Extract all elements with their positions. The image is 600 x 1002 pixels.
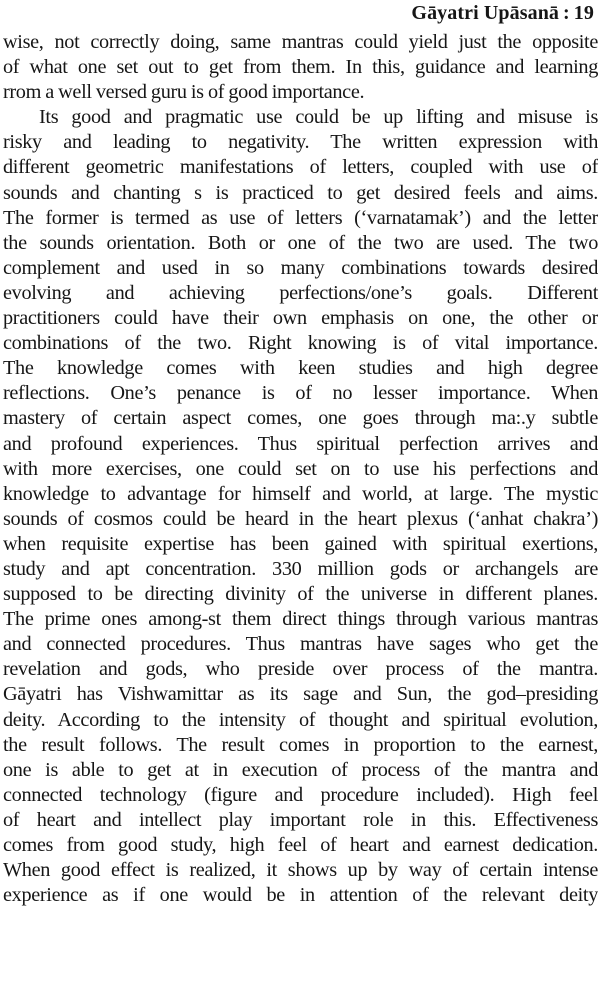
- header-separator: :: [563, 2, 570, 24]
- text-line: connected technology (figure and procedure included). High feel: [3, 783, 598, 806]
- running-header: [411, 1, 594, 25]
- text-line: When good effect is realized, it shows up by way of certain intense: [3, 859, 598, 882]
- text-line: complement and used in so many combinations towards desired: [3, 256, 598, 279]
- text-line: of heart and intellect play important role in this. Effectiveness: [3, 808, 598, 831]
- body-text: [3, 30, 598, 908]
- text-line: The prime ones among-st them direct things through various mantras: [3, 608, 598, 631]
- page-number: 19: [573, 2, 594, 24]
- text-line: The knowledge comes with keen studies and high degree: [3, 357, 598, 380]
- text-line: the result follows. The result comes in proportion to the earnest,: [3, 733, 598, 756]
- text-line: and connected procedures. Thus mantras have sages who get the: [3, 633, 598, 656]
- text-line: rrom a well versed guru is of good importance.: [3, 81, 365, 104]
- text-line: risky and leading to negativity. The written expression with: [3, 131, 598, 154]
- text-line: evolving and achieving perfections/one’s goals. Different: [3, 281, 598, 304]
- text-line: The former is termed as use of letters (‘varnatamak’) and the letter: [3, 206, 598, 229]
- text-line: mastery of certain aspect comes, one goes through ma:.y subtle: [3, 407, 598, 430]
- text-line: practitioners could have their own emphasis on one, the other or: [3, 307, 598, 330]
- text-line: study and apt concentration. 330 million gods or archangels are: [3, 557, 598, 580]
- text-line: when requisite expertise has been gained with spiritual exertions,: [3, 532, 598, 555]
- text-line: wise, not correctly doing, same mantras could yield just the opposite: [3, 31, 598, 53]
- text-line: comes from good study, high feel of heart and earnest dedication.: [3, 834, 598, 856]
- text-line: deity. According to the intensity of thought and spiritual evolution,: [3, 708, 598, 731]
- text-line: of what one set out to get from them. In this, guidance and learning: [3, 56, 598, 79]
- text-line: knowledge to advantage for himself and world, at large. The mystic: [3, 482, 598, 505]
- paragraph-first-line: Its good and pragmatic use could be up lifting and misuse is: [39, 106, 598, 129]
- text-line: supposed to be directing divinity of the universe in different planes.: [3, 583, 598, 606]
- text-line: different geometric manifestations of letters, coupled with use of: [3, 156, 598, 179]
- text-line: experience as if one would be in attention of the relevant deity: [3, 884, 598, 907]
- text-line: one is able to get at in execution of process of the mantra and: [3, 758, 598, 781]
- text-line: reflections. One’s penance is of no lesser importance. When: [3, 382, 598, 405]
- book-title: Gāyatri Upāsanā: [411, 2, 560, 24]
- text-line: and profound experiences. Thus spiritual perfection arrives and: [3, 432, 598, 455]
- text-line: the sounds orientation. Both or one of the two are used. The two: [3, 231, 598, 254]
- text-line: combinations of the two. Right knowing is of vital importance.: [3, 332, 598, 355]
- text-line: sounds of cosmos could be heard in the heart plexus (‘anhat chakra’): [3, 507, 598, 530]
- text-line: revelation and gods, who preside over process of the mantra.: [3, 658, 598, 681]
- text-line: sounds and chanting s is practiced to get desired feels and aims.: [3, 181, 598, 204]
- text-line: Gāyatri has Vishwamittar as its sage and Sun, the god–presiding: [3, 683, 598, 706]
- text-line: with more exercises, one could set on to use his perfections and: [3, 457, 598, 480]
